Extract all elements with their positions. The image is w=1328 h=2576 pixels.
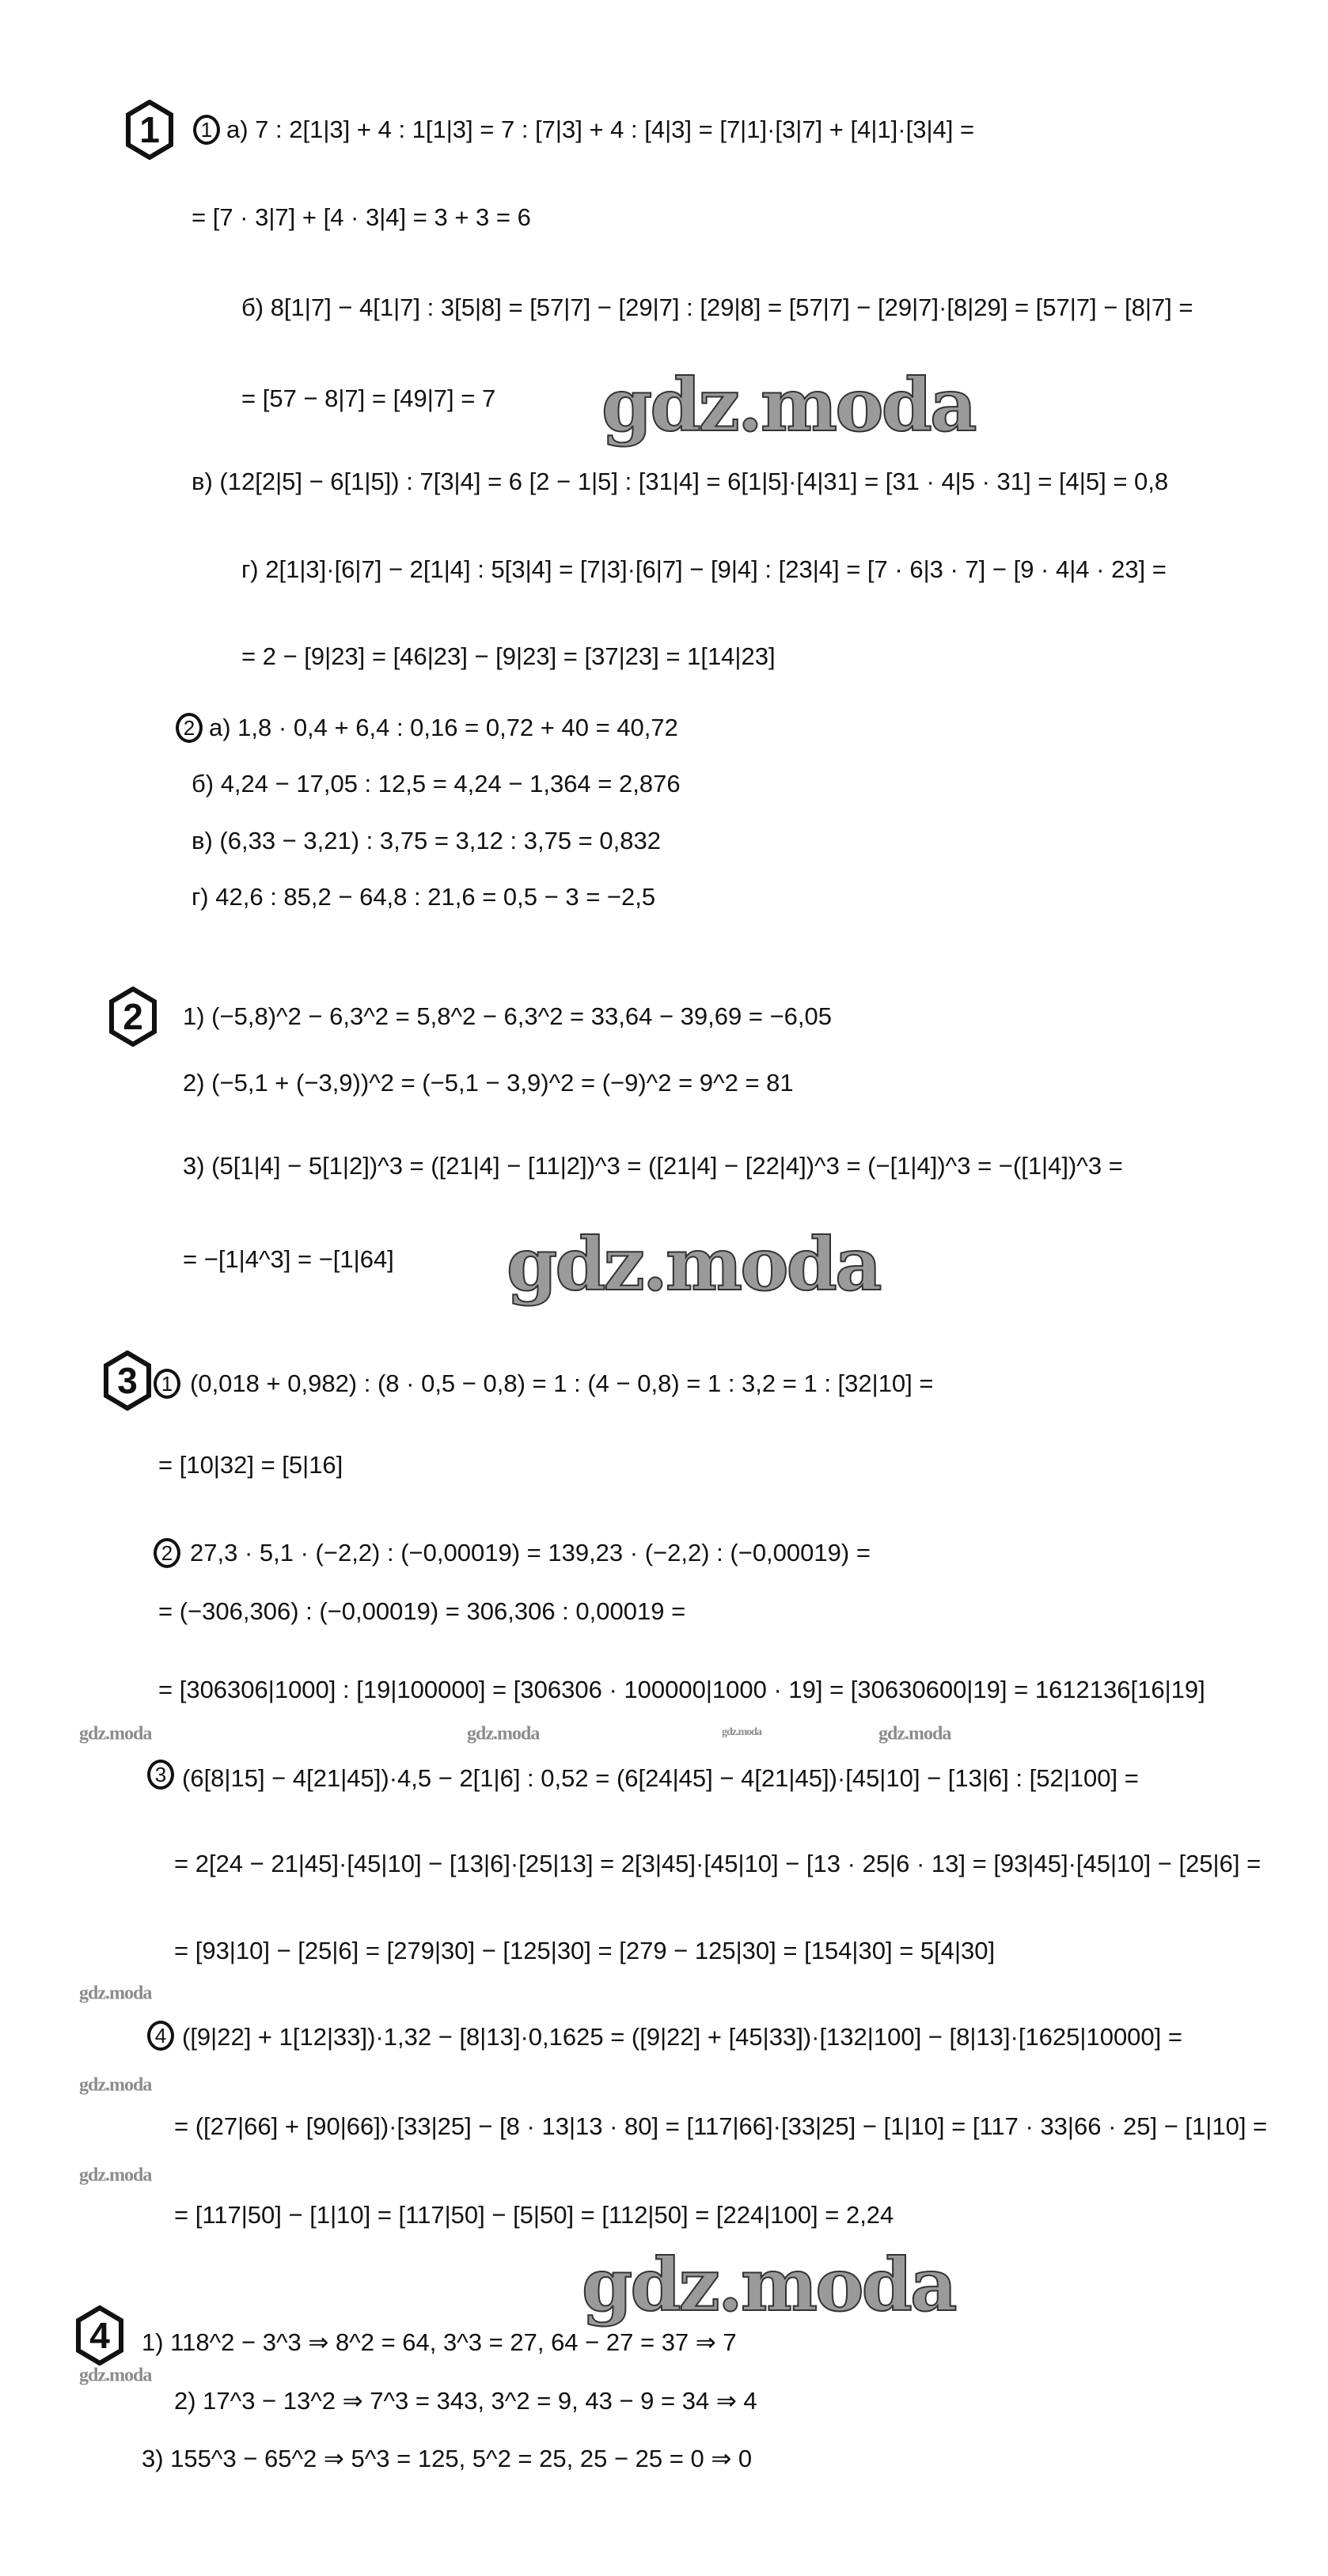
watermark: gdz.moda [507, 1222, 880, 1307]
equation-line: (0,018 + 0,982) : (8 · 0,5 − 0,8) = 1 : (4 − 0,8) = 1 : 3,2 = 1 : [32|10] = [190, 1369, 934, 1398]
equation-line: 1) 118^2 − 3^3 ⇒ 8^2 = 64, 3^3 = 27, 64 − 27 = 37 ⇒ 7 [142, 2328, 737, 2357]
task-3-marker [103, 1351, 152, 1411]
task-4-marker [75, 2305, 124, 2366]
equation-line: 3) (5[1|4] − 5[1|2])^3 = ([21|4] − [11|2])^3 = ([21|4] − [22|4])^3 = (−[1|4])^3 = −([1|4])^3 = [183, 1152, 1123, 1180]
watermark-small: gdz.moda [79, 2365, 152, 2386]
watermark-small: gdz.moda [79, 1723, 152, 1744]
watermark-small: gdz.moda [878, 1723, 951, 1744]
equation-line: а) 7 : 2[1|3] + 4 : 1[1|3] = 7 : [7|3] + 4 : [4|3] = [7|1]·[3|7] + [4|1]·[3|4] = [226, 116, 975, 144]
subtask-marker: 1 [154, 1369, 180, 1399]
equation-line: = [117|50] − [1|10] = [117|50] − [5|50] = [112|50] = [224|100] = 2,24 [174, 2201, 894, 2229]
equation-line: = ([27|66] + [90|66])·[33|25] − [8 · 13|13 · 80] = [117|66]·[33|25] − [1|10] = [117 · 33|66 · 25] − [1|10] = [174, 2112, 1268, 2141]
watermark: gdz.moda [601, 362, 975, 448]
task-1-marker [125, 100, 174, 160]
equation-line: = [306306|1000] : [19|100000] = [306306 · 100000|1000 · 19] = [30630600|19] = 1612136[16|19] [158, 1676, 1205, 1704]
subtask-marker: 2 [176, 713, 203, 743]
equation-line: б) 4,24 − 17,05 : 12,5 = 4,24 − 1,364 = 2,876 [192, 770, 681, 798]
equation-line: в) (12[2|5] − 6[1|5]) : 7[3|4] = 6 [2 − 1|5] : [31|4] = 6[1|5]·[4|31] = [31 · 4|5 · 31] = [4|5] = 0,8 [192, 468, 1169, 496]
equation-line: б) 8[1|7] − 4[1|7] : 3[5|8] = [57|7] − [29|7] : [29|8] = [57|7] − [29|7]·[8|29] = [57|7] − [8|7] = [241, 294, 1193, 322]
task-number: 3 [117, 1360, 138, 1401]
equation-line: в) (6,33 − 3,21) : 3,75 = 3,12 : 3,75 = 0,832 [192, 827, 661, 855]
subtask-marker: 1 [193, 115, 220, 145]
equation-line: 2) (−5,1 + (−3,9))^2 = (−5,1 − 3,9)^2 = (−9)^2 = 9^2 = 81 [183, 1069, 794, 1097]
task-number: 4 [89, 2315, 110, 2356]
equation-line: 1) (−5,8)^2 − 6,3^2 = 5,8^2 − 6,3^2 = 33,64 − 39,69 = −6,05 [183, 1002, 833, 1031]
task-2-marker [108, 987, 157, 1047]
task-number: 2 [123, 996, 143, 1037]
equation-line: (6[8|15] − 4[21|45])·4,5 − 2[1|6] : 0,52 = (6[24|45] − 4[21|45])·[45|10] − [13|6] : [52|100] = [182, 1764, 1139, 1793]
watermark: gdz.moda [582, 2242, 955, 2328]
equation-line: = [93|10] − [25|6] = [279|30] − [125|30] = [279 − 125|30] = [154|30] = 5[4|30] [174, 1937, 996, 1965]
equation-line: а) 1,8 · 0,4 + 6,4 : 0,16 = 0,72 + 40 = 40,72 [209, 714, 678, 742]
equation-line: = [7 · 3|7] + [4 · 3|4] = 3 + 3 = 6 [192, 203, 531, 232]
watermark-small: gdz.moda [722, 1726, 761, 1738]
equation-line: 27,3 · 5,1 · (−2,2) : (−0,00019) = 139,23 · (−2,2) : (−0,00019) = [190, 1539, 871, 1567]
equation-line: = 2[24 − 21|45]·[45|10] − [13|6]·[25|13] = 2[3|45]·[45|10] − [13 · 25|6 · 13] = [93|45]·[45|10] − [25|6] = [174, 1850, 1262, 1878]
equation-line: = (−306,306) : (−0,00019) = 306,306 : 0,00019 = [158, 1597, 686, 1626]
task-number: 1 [139, 109, 160, 150]
subtask-marker: 3 [147, 1760, 174, 1790]
equation-line: = 2 − [9|23] = [46|23] − [9|23] = [37|23] = 1[14|23] [241, 642, 776, 671]
equation-line: г) 2[1|3]·[6|7] − 2[1|4] : 5[3|4] = [7|3]·[6|7] − [9|4] : [23|4] = [7 · 6|3 · 7] − [9 · 4|4 · 23] = [241, 555, 1167, 584]
watermark-small: gdz.moda [467, 1723, 540, 1744]
equation-line: 2) 17^3 − 13^2 ⇒ 7^3 = 343, 3^2 = 9, 43 − 9 = 34 ⇒ 4 [174, 2387, 757, 2415]
subtask-marker: 4 [147, 2021, 174, 2051]
equation-line: = [10|32] = [5|16] [158, 1451, 343, 1479]
equation-line: 3) 155^3 − 65^2 ⇒ 5^3 = 125, 5^2 = 25, 25 − 25 = 0 ⇒ 0 [142, 2445, 753, 2473]
watermark-small: gdz.moda [79, 1983, 152, 2004]
subtask-marker: 2 [154, 1538, 180, 1568]
watermark-small: gdz.moda [79, 2074, 152, 2096]
equation-line: = −[1|4^3] = −[1|64] [183, 1245, 394, 1274]
equation-line: ([9|22] + 1[12|33])·1,32 − [8|13]·0,1625 = ([9|22] + [45|33])·[132|100] − [8|13]·[1625|10000] = [182, 2023, 1182, 2051]
equation-line: = [57 − 8|7] = [49|7] = 7 [241, 385, 496, 413]
watermark-small: gdz.moda [79, 2165, 152, 2186]
equation-line: г) 42,6 : 85,2 − 64,8 : 21,6 = 0,5 − 3 = −2,5 [192, 883, 656, 911]
